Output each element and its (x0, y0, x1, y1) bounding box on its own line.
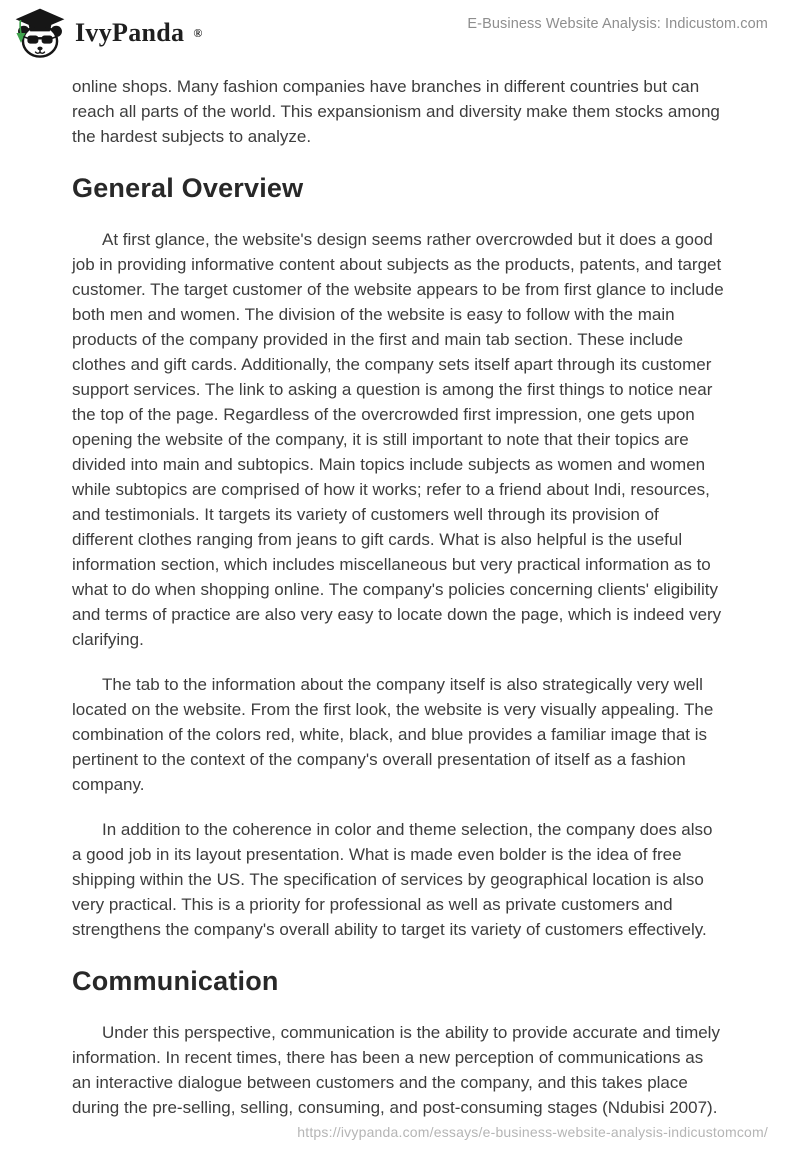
document-header-title: E-Business Website Analysis: Indicustom.com (467, 16, 768, 32)
general-overview-paragraph-2: The tab to the information about the company itself is also strategically very well located on the website. From the first look, the website is very visually appealing. The combination of the colors red, white, black, and blue provides a familiar image that is pertinent to the context of the company's overall presentation of itself as a fashion company. (72, 675, 714, 794)
source-url: https://ivypanda.com/essays/e-business-website-analysis-indicustomcom/ (297, 1124, 768, 1140)
registered-trademark-symbol: ® (193, 26, 203, 40)
section-heading-general-overview: General Overview (72, 173, 304, 203)
intro-paragraph: online shops. Many fashion companies have branches in different countries but can reach all parts of the world. This expansionism and diversity make them stocks among the hardest subjects to analyze. (72, 77, 720, 146)
communication-paragraph-1: Under this perspective, communication is the ability to provide accurate and timely information. In recent times, there has been a new perception of communications as an interactive dialogue between customers and the company, and this takes place during the pre-selling, selling, consuming, and post-consuming stages (Ndubisi 2007). (72, 1023, 720, 1117)
section-heading-communication: Communication (72, 966, 279, 996)
logo-wordmark: IvyPanda (75, 18, 185, 47)
page-header (0, 0, 800, 64)
general-overview-paragraph-1: At first glance, the website's design seems rather overcrowded but it does a good job in providing informative content about subjects as the products, patents, and target customer. The target customer of the website appears to be from first glance to include both men and women. The division of the website is easy to follow with the main products of the company provided in the first and main tab section. These include clothes and gift cards. Additionally, the company sets itself apart through its customer support services. The link to asking a question is among the first things to notice near the top of the page. Regardless of the overcrowded first impression, one gets upon opening the website of the company, it is still important to note that their topics are divided into main and subtopics. Main topics include subjects as women and women while subtopics are comprised of how it works; refer to a friend about Indi, resources, and testimonials. It targets its variety of customers well through its provision of different clothes ranging from jeans to gift cards. What is also helpful is the useful information section, which includes miscellaneous but very practical information as to what to do when shopping online. The company's policies concerning clients' eligibility and terms of practice are also very easy to locate down the page, which is indeed very clarifying. (72, 230, 724, 649)
general-overview-paragraph-3: In addition to the coherence in color and theme selection, the company does also a good job in its layout presentation. What is made even bolder is the idea of free shipping within the US. The specification of services by geographical location is also very practical. This is a priority for professional as well as private customers and strengthens the company's overall ability to target its variety of customers effectively. (72, 820, 713, 939)
ivypanda-logo[interactable] (14, 8, 202, 58)
panda-graduate-icon (14, 8, 66, 58)
essay-body (72, 64, 724, 1120)
